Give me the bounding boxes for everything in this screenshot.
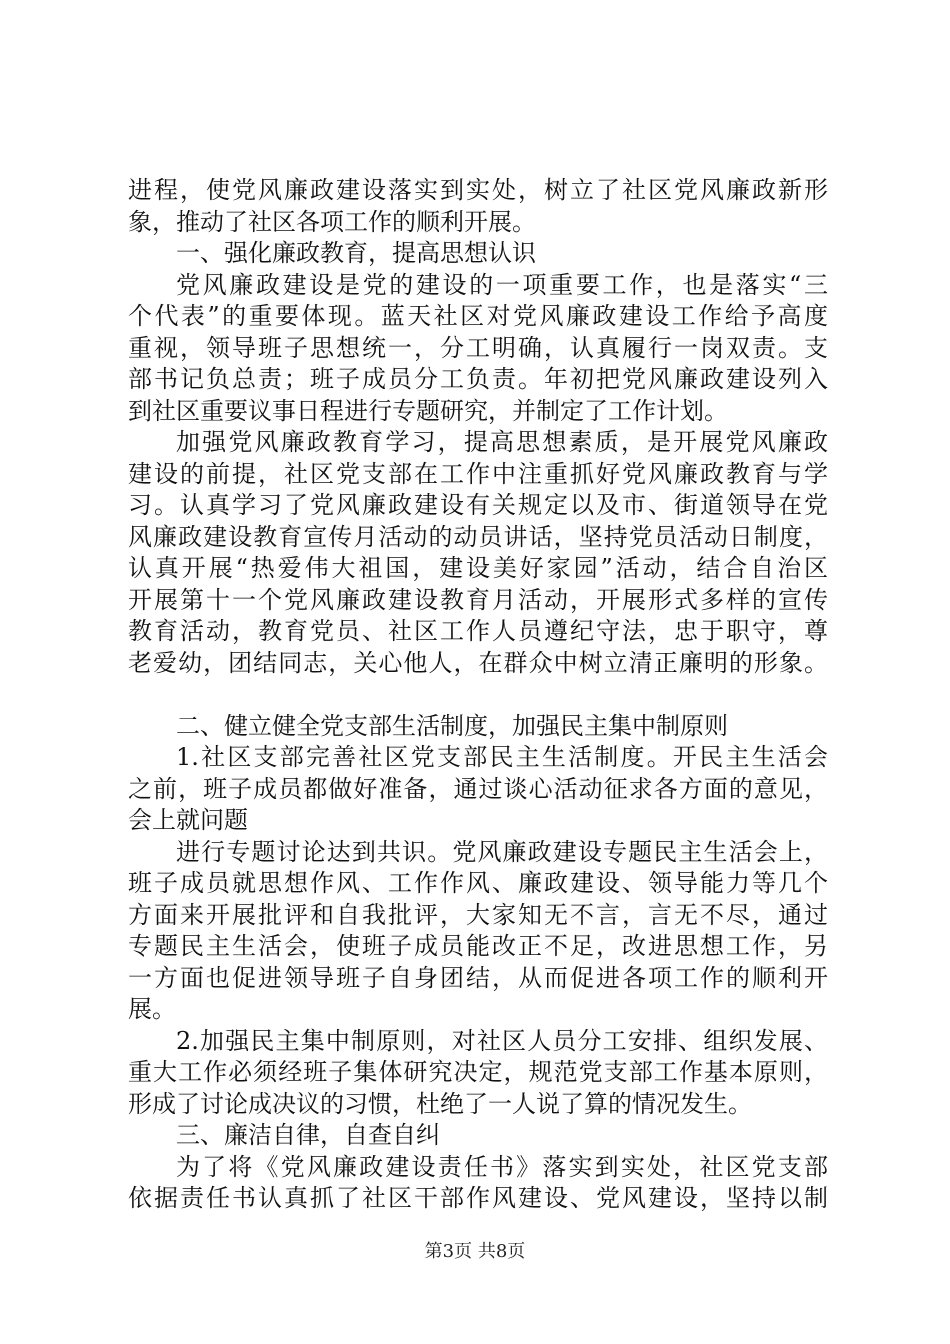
text-line: 一方面也促进领导班子自身团结，从而促进各项工作的顺利开: [128, 963, 828, 992]
text-line: 重大工作必须经班子集体研究决定，规范党支部工作基本原则，: [128, 1058, 828, 1086]
text-line: 教育活动，教育党员、社区工作人员遵纪守法，忠于职守，尊: [128, 617, 828, 645]
text-line: 进程，使党风廉政建设落实到实处，树立了社区党风廉政新形: [128, 176, 828, 204]
text-line: 进行专题讨论达到共识。党风廉政建设专题民主生活会上，: [176, 837, 828, 866]
text-line: 象，推动了社区各项工作的顺利开展。: [128, 207, 536, 236]
text-line: 个代表”的重要体现。蓝天社区对党风廉政建设工作给予高度: [128, 302, 828, 330]
page-number: 第3页 共8页: [424, 1241, 526, 1262]
text-line: 方面来开展批评和自我批评，大家知无不言，言无不尽，通过: [128, 900, 828, 929]
text-line: 开展第十一个党风廉政建设教育月活动，开展形式多样的宣传: [128, 585, 828, 614]
text-line: 之前，班子成员都做好准备，通过谈心活动征求各方面的意见，: [128, 774, 828, 803]
text-line: 展。: [128, 995, 176, 1023]
text-line: 认真开展“热爱伟大祖国，建设美好家园”活动，结合自治区: [128, 554, 828, 582]
text-line: 会上就问题: [128, 806, 248, 834]
section-heading: 二、健立健全党支部生活制度，加强民主集中制原则: [176, 711, 728, 740]
text-line: 建设的前提，社区党支部在工作中注重抓好党风廉政教育与学: [128, 459, 828, 488]
text-line: 老爱幼，团结同志，关心他人，在群众中树立清正廉明的形象。: [128, 648, 828, 677]
text-line: 班子成员就思想作风、工作作风、廉政建设、领导能力等几个: [128, 869, 828, 897]
paragraph-gap: [128, 679, 828, 711]
text-line: 形成了讨论成决议的习惯，杜绝了一人说了算的情况发生。: [128, 1089, 752, 1118]
text-line: 2.加强民主集中制原则，对社区人员分工安排、组织发展、: [176, 1026, 828, 1055]
section-heading: 三、廉洁自律，自查自纠: [176, 1121, 440, 1149]
text-line: 加强党风廉政教育学习，提高思想素质，是开展党风廉政: [176, 428, 828, 456]
text-line: 风廉政建设教育宣传月活动的动员讲话，坚持党员活动日制度，: [128, 522, 828, 551]
page-footer: [0, 1240, 950, 1264]
text-line: 专题民主生活会，使班子成员能改正不足，改进思想工作，另: [128, 932, 828, 960]
text-line: 为了将《党风廉政建设责任书》落实到实处，社区党支部: [176, 1152, 828, 1181]
text-line: 习。认真学习了党风廉政建设有关规定以及市、街道领导在党: [128, 491, 828, 519]
section-heading: 一、强化廉政教育，提高思想认识: [176, 239, 536, 267]
text-line: 党风廉政建设是党的建设的一项重要工作，也是落实“三: [176, 270, 828, 299]
body-text: [128, 175, 828, 1215]
text-line: 依据责任书认真抓了社区干部作风建设、党风建设，坚持以制: [128, 1184, 828, 1212]
text-line: 重视，领导班子思想统一，分工明确，认真履行一岗双责。支: [128, 333, 828, 362]
text-line: 部书记负总责；班子成员分工负责。年初把党风廉政建设列入: [128, 365, 828, 393]
text-line: 1.社区支部完善社区党支部民主生活制度。开民主生活会: [176, 743, 828, 771]
text-line: 到社区重要议事日程进行专题研究，并制定了工作计划。: [128, 396, 728, 425]
